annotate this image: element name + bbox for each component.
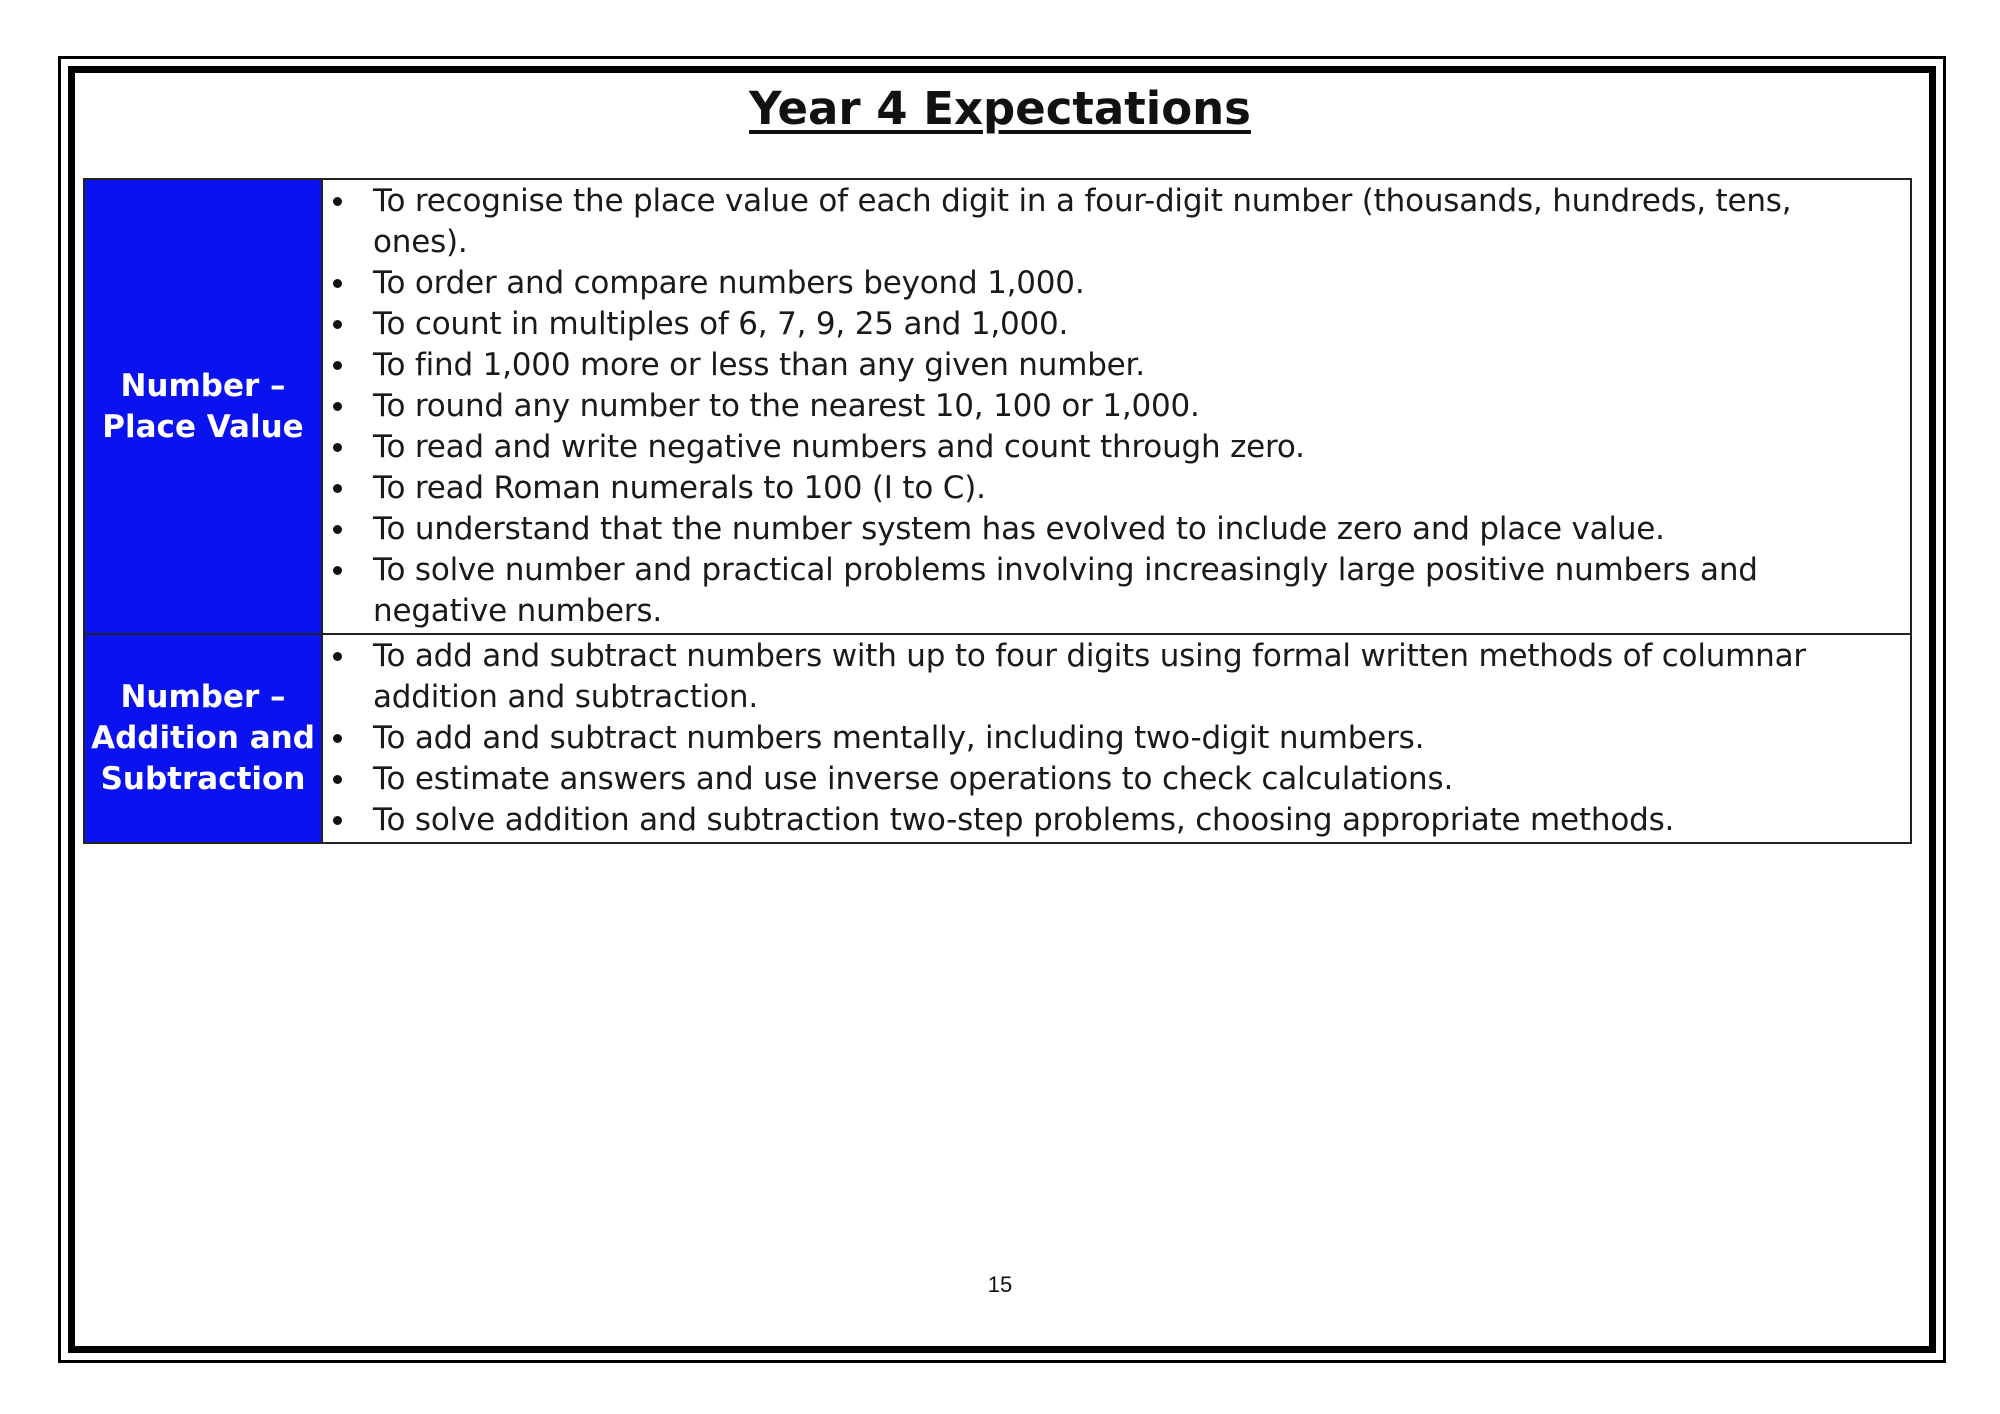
bullet-icon [333, 361, 342, 370]
bullet-icon [333, 734, 342, 743]
objective-text: To find 1,000 more or less than any given number. [373, 347, 1145, 383]
objective-item [323, 759, 1890, 800]
page-number: 15 [987, 1272, 1013, 1297]
bullet-icon [333, 443, 342, 452]
objective-item [323, 468, 1890, 509]
objective-item [323, 636, 1890, 718]
objective-text: To solve number and practical problems involving increasingly large positive numbers and negative numbers. [373, 552, 1758, 629]
bullet-icon [333, 197, 342, 206]
strand-heading-line: Place Value [102, 408, 304, 445]
bullet-icon [333, 652, 342, 661]
objective-text: To round any number to the nearest 10, 100 or 1,000. [373, 388, 1200, 424]
objective-text: To add and subtract numbers mentally, including two-digit numbers. [373, 720, 1425, 756]
objective-item [323, 263, 1890, 304]
bullet-icon [333, 402, 342, 411]
objective-text: To order and compare numbers beyond 1,000. [373, 265, 1085, 301]
objective-text: To read and write negative numbers and count through zero. [373, 429, 1305, 465]
objective-text: To understand that the number system has evolved to include zero and place value. [373, 511, 1665, 547]
objective-text: To estimate answers and use inverse operations to check calculations. [373, 761, 1454, 797]
objective-text: To solve addition and subtraction two-step problems, choosing appropriate methods. [373, 802, 1675, 838]
bullet-icon [333, 279, 342, 288]
strand-heading-line: Addition and [91, 720, 315, 756]
objective-item [323, 550, 1890, 632]
page-title: Year 4 Expectations [749, 82, 1251, 135]
bullet-icon [333, 816, 342, 825]
bullet-icon [333, 775, 342, 784]
strand-heading-line: Number – [120, 679, 286, 715]
objective-item [323, 509, 1890, 550]
objective-item [323, 304, 1890, 345]
objective-text: To recognise the place value of each digit in a four-digit number (thousands, hundreds, tens, ones). [373, 183, 1792, 260]
objective-item [323, 181, 1890, 263]
bullet-icon [333, 525, 342, 534]
objective-text: To count in multiples of 6, 7, 9, 25 and 1,000. [373, 306, 1069, 342]
strand-cell-place-value [84, 179, 322, 634]
objectives-list [323, 180, 1910, 633]
objective-item [323, 345, 1890, 386]
objectives-cell-place-value [322, 179, 1911, 634]
objective-text: To add and subtract numbers with up to four digits using formal written methods of columnar addition and subtraction. [373, 638, 1806, 715]
objective-item [323, 427, 1890, 468]
section-row-place-value [84, 179, 1911, 634]
objectives-list [323, 635, 1910, 842]
strand-heading-line: Subtraction [100, 761, 306, 797]
section-row-addition-subtraction [84, 634, 1911, 843]
objective-item [323, 800, 1890, 841]
objective-text: To read Roman numerals to 100 (I to C). [373, 470, 986, 506]
bullet-icon [333, 484, 342, 493]
bullet-icon [333, 566, 342, 575]
objective-item [323, 386, 1890, 427]
objective-item [323, 718, 1890, 759]
objectives-cell-addition-subtraction [322, 634, 1911, 843]
strand-cell-addition-subtraction [84, 634, 322, 843]
strand-heading-line: Number – [120, 367, 286, 404]
expectations-table [83, 178, 1912, 844]
bullet-icon [333, 320, 342, 329]
